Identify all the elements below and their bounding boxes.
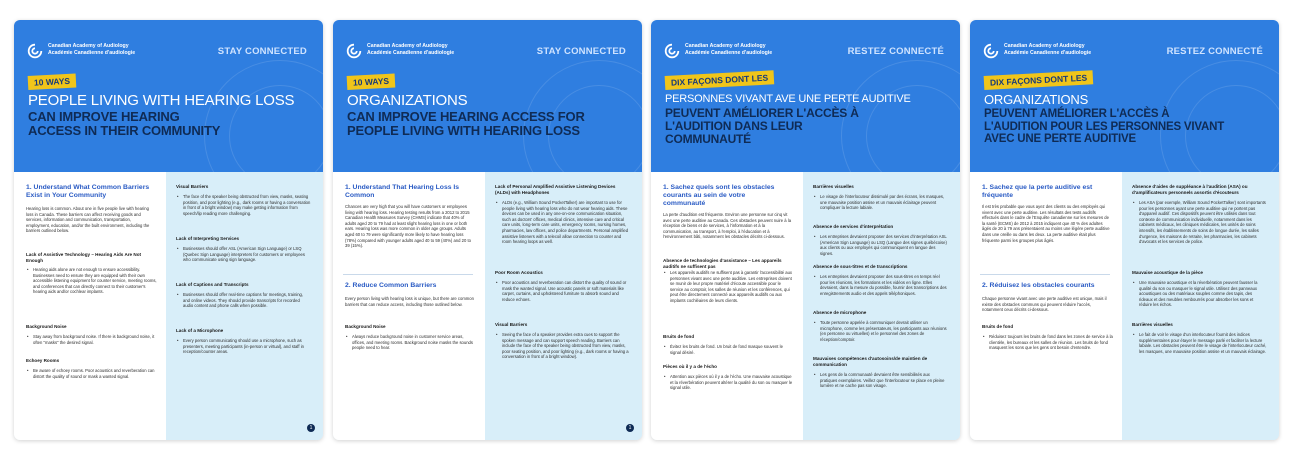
subheading: Visual Barriers [495,322,528,327]
subheading: Absence de microphone [813,310,867,315]
bullet-item: • ALDs (e.g., William Sound PocketTalker) are important to use for people living with hearing loss who do not wear hearing aids. These devices can be used in any one-on-one communication situation, such as doctors' offices, medical clinics, intensive care and critical care units, long-term care units, emergency rooms, nursing homes, pharmacies, law offices, and police departments. Personal amplified assistive listeners with a telecoil allow connection to counter and room hearing loops as well. [495,200,630,264]
bullet-item: • Poor acoustics and reverberation can distort the quality of sound or mask the wanted signal. Use acoustic panels or soft materials like carpet, curtains, and upholstered furniture to absorb sound and reduce echoes. [495,280,630,316]
paragraph: Every person living with hearing loss is unique, but there are common barriers that can reduce access, including those outlined below. [345,296,474,307]
section-heading: 2. Reduce Common Barriers [345,282,437,289]
bullet-item: • Every person communicating should use a microphone, such as presenters, meeting participants (in-person or virtual), and staff in reception/counter areas. [176,338,311,368]
card-header [333,20,642,172]
paragraph: Chaque personne vivant avec une perte auditive est unique, mais il existe des obstacles communs qui peuvent réduire l'accès, notamment ceux décrits ci-dessous. [982,296,1107,313]
card-header [14,20,323,172]
org-name: Canadian Academy of Audiology Académie Canadienne d'audiologie [1004,43,1092,56]
left-column [970,172,1122,440]
paragraph: Chances are very high that you will have customers or employees living with hearing loss. Hearing testing results from a 2012 to 2015 Canadian Health Measures Survey (CHMS) indicate that 40% of adults aged 20 to 79 had at least slight hearing loss in one or both ears. Hearing loss was more common in older age groups. Adults aged 60 to 79 were significantly more likely to have hearing loss (78%) compared with younger adults aged 40 to 59 (40%) and 20 to 39 (15%). [345,204,471,249]
ways-badge: 10 WAYS [347,73,396,89]
stay-connected-label: STAY CONNECTED [217,46,307,57]
ear-logo-icon [663,42,681,60]
title-light: ORGANIZATIONS [984,92,1089,107]
bullet-item: • Évitez les bruits de fond. Un bruit de fond masque souvent le signal désiré. [663,344,794,358]
subheading: Bruits de fond [663,334,695,339]
paragraph: Il est très probable que vous ayez des clients ou des employés qui vivent avec une perte auditive. Les résultats des tests auditifs effectués dans le cadre de l'Enquête canadienne sur les mesures de la santé (ECMS) de 2012 à 2015 indiquent que 40 % des adultes âgés de 20 à 79 ans présentaient au moins une légère perte auditive dans une oreille ou dans les deux. La perte auditive était plus fréquente parmi les groupes plus âgés. [982,204,1110,243]
bullet-item: • Hearing aids alone are not enough to ensure accessibility. Businesses need to ensure they are equipped with their own accessible listening equipment for counter service, meeting rooms, and conferences that can directly connect to their customer's hearing aids and/or cochlear implants. [26,267,157,319]
left-column [333,172,485,440]
card-header [970,20,1279,172]
bullet-item: • Les entreprises devraient proposer des sous-titres en temps réel pour les réunions, les formations et les vidéos en ligne. Elles devraient, dans la mesure du possible, fournir des transcriptions des enregistrements audio et des appels téléphoniques. [813,274,948,304]
subheading: Background Noise [345,324,386,329]
card-header [651,20,960,172]
title-light: PERSONNES VIVANT AVE UNE PERTE AUDITIVE [665,93,911,105]
divider [980,274,1110,275]
section-heading: 1. Understand What Common Barriers Exist in Your Community [26,184,150,199]
subheading: Absence de technologies d'assistance – Les appareils auditifs ne suffisent pas [663,258,782,269]
subheading: Barrières visuelles [1132,322,1173,327]
section-heading: 2. Réduisez les obstacles courants [982,282,1095,289]
bullet-item: • Le fait de voir le visage d'un interlocuteur fournit des indices supplémentaires pour étayer le message parlé et faciliter la lecture labiale. Les obstacles peuvent être le visage de l'interlocuteur caché, les masques, une mauvaise position assise et un mauvais éclairage. [1132,332,1267,384]
right-column [1122,172,1279,440]
bullet-item: • Seeing the face of a speaker provides extra cues to support the spoken message and can support speech reading. Barriers can include the face of the speaker being obstructed from view, masks, poor seating position, and poor lighting (e.g., dark rooms or having a conversation in front of a bright window). [495,332,630,384]
right-column [803,172,960,440]
bullet-item: • Be aware of echoey rooms. Poor acoustics and reverberation can distort the quality of sound or mask a wanted signal. [26,368,157,392]
right-column [166,172,323,440]
bullet-item: • The face of the speaker being obstructed from view, masks, seating position, and poor lighting (e.g., dark rooms or having a conversation in front of a bright window) may make getting information from speech/lip reading more challenging. [176,194,311,230]
subheading: Lack of Assistive Technology – Hearing Aids Are Not Enough [26,252,142,263]
paragraph: Hearing loss is common. About one in five people live with hearing loss in Canada. These barriers can affect receiving goods and services, information and communication, transportation, employment, education, and/or the built environment, including the barriers outlined below. [26,206,150,234]
bullet-item: • Businesses should offer ASL (American Sign Language) or LSQ (Quebec Sign Language) interpreters for customers or employees who communicate using sign language. [176,246,311,276]
subheading: Mauvaise acoustique de la pièce [1132,270,1203,275]
title-light: PEOPLE LIVING WITH HEARING LOSS [28,92,295,109]
subheading: Poor Room Acoustics [495,270,543,275]
subheading: Visual Barriers [176,184,209,189]
stay-connected-label: RESTEZ CONNECTÉ [1166,46,1263,57]
subheading: Absence de services d'interprétation [813,224,894,229]
subheading: Mauvaises compétences d'autosoins/de maintien de communication [813,356,928,367]
card-body [333,172,642,440]
title-bold: PEUVENT AMÉLIORER L'ACCÈS À L'AUDITION DANS LEUR COMMUNAUTÉ [665,106,859,146]
subheading: Barrières visuelles [813,184,854,189]
subheading: Lack of Personal Amplified Assistive Listening Devices (ALDs) with Headphones [495,184,616,195]
subheading: Echoey Rooms [26,358,60,363]
stay-connected-label: RESTEZ CONNECTÉ [847,46,944,57]
divider [343,274,473,275]
brochure-card-organizations-fr[interactable] [970,20,1279,440]
subheading: Absence d'aides de suppléance à l'audition (ASA) ou d'amplificateurs personnels assortis d'écouteurs [1132,184,1248,195]
ear-logo-icon [26,42,44,60]
subheading: Lack of a Microphone [176,328,224,333]
ear-logo-icon [982,42,1000,60]
subheading: Background Noise [26,324,67,329]
brochure-card-people-en[interactable] [14,20,323,440]
brochure-card-organizations-en[interactable] [333,20,642,440]
title-bold: PEUVENT AMÉLIORER L'ACCÈS À L'AUDITION POUR LES PERSONNES VIVANT AVEC UNE PERTE AUDITIVE [984,108,1225,145]
ear-logo-icon [345,42,363,60]
bullet-item: • Le visage de l'interlocuteur dissimulé par des écrans, les masques, une mauvaise position assise et un mauvais éclairage peuvent compliquer la lecture labiale. [813,194,948,218]
brochure-card-people-fr[interactable] [651,20,960,440]
title-bold: CAN IMPROVE HEARING ACCESS FOR PEOPLE LIVING WITH HEARING LOSS [347,109,585,138]
bullet-item: • Les gens de la communauté devraient être sensibilisés aux pratiques exemplaires. Veillez que l'interlocuteur se place en pleine lumière et ne cache pas son visage. [813,372,948,402]
bullet-item: • Businesses should offer real-time captions for meetings, training, and online videos. They should provide transcripts for recorded audio content and phone calls when possible. [176,292,311,322]
right-column [485,172,642,440]
subheading: Lack of Interpreting Services [176,236,240,241]
page-number: 1 [307,424,315,432]
bullet-item: • Réduisez toujours les bruits de fond dans les zones de service à la clientèle, les bureaux et les salles de réunion. Les bruits de fond masquent les sons que les gens ont besoin d'entendre. [982,334,1113,370]
bullet-item: • Attention aux pièces où il y a de l'écho. Une mauvaise acoustique et la réverbération peuvent altérer la qualité du son ou masquer le signal utile. [663,374,794,392]
card-body [970,172,1279,440]
section-heading: 1. Sachez quels sont les obstacles courants au sein de votre communauté [663,184,775,207]
bullet-item: • Une mauvaise acoustique et la réverbération peuvent fausser la qualité du son ou masquer le signal utile. Utilisez des panneaux acoustiques ou des matériaux souples comme des tapis, des rideaux et des meubles rembourrés pour absorber les sons et réduire les échos. [1132,280,1267,316]
left-column [651,172,803,440]
ways-badge: DIX FAÇONS DONT LES [984,70,1094,90]
title-bold: CAN IMPROVE HEARING ACCESS IN THEIR COMMUNITY [28,109,221,138]
left-column [14,172,166,440]
stay-connected-label: STAY CONNECTED [536,46,626,57]
card-body [14,172,323,440]
bullet-item: • Les appareils auditifs ne suffisent pas à garantir l'accessibilité aux personnes vivant avec une perte auditive. Les entreprises doivent se munir de leur propre matériel d'écoute accessible pour le service au comptoir, les salles de réunion et les conférences, qui peut être directement connecté aux appareils auditifs ou aux implants cochléaires de leurs clients. [663,270,794,328]
org-name: Canadian Academy of Audiology Académie Canadienne d'audiologie [367,43,455,56]
card-body [651,172,960,440]
page-number: 1 [626,424,634,432]
bullet-item: • Stay away from background noise. If there is background noise, it often "masks" the desired signal. [26,334,157,352]
title-light: ORGANIZATIONS [347,92,468,109]
subheading: Bruits de fond [982,324,1014,329]
bullet-item: • Toute personne appelée à communiquer devrait utiliser un microphone, comme les présentateurs, les participants aux réunions (en personne ou virtuelles) et le personnel des zones de réception/comptoir. [813,320,948,350]
subheading: Pièces où il y a de l'écho [663,364,717,369]
org-name: Canadian Academy of Audiology Académie Canadienne d'audiologie [48,43,136,56]
org-name: Canadian Academy of Audiology Académie Canadienne d'audiologie [685,43,773,56]
subheading: Absence de sous-titres et de transcriptions [813,264,908,269]
bullet-item: • Les ASA (par exemple, William Sound PocketTalker) sont importants pour les personnes ayant une perte auditive qui ne portent pas d'appareil auditif. Ces dispositifs peuvent être utilisés dans tout contexte de communication individuelle, notamment dans les cabinets médicaux, les cliniques médicales, les unités de soins intensifs, les établissements de soins de longue durée, les salles d'urgence, les maisons de retraite, les pharmacies, les cabinets d'avocats et les services de police. [1132,200,1267,264]
bullet-item: • Les entreprises devraient proposer des services d'interprétation ASL (American Sign Language) ou LSQ (Langue des signes québécoise) aux clients ou aux employés qui communiquent en langue des signes. [813,234,948,258]
paragraph: La perte d'audition est fréquente. Environ une personne sur cinq vit avec une perte auditive au Canada. Ces obstacles peuvent nuire à la réception de biens et de services, à l'information et à la communication, au transport, à l'emploi, à l'éducation et à l'environnement bâti, notamment les obstacles décrits ci-dessous. [663,212,792,240]
ways-badge: DIX FAÇONS DONT LES [665,70,775,90]
section-heading: 1. Understand That Hearing Loss Is Common [345,184,460,199]
bullet-item: • Always reduce background noise in customer service areas, offices, and meeting rooms. Background noise masks the sounds people need to hear. [345,334,476,364]
ways-badge: 10 WAYS [28,73,77,89]
subheading: Lack of Captions and Transcripts [176,282,249,287]
section-heading: 1. Sachez que la perte auditive est fréquente [982,184,1093,199]
